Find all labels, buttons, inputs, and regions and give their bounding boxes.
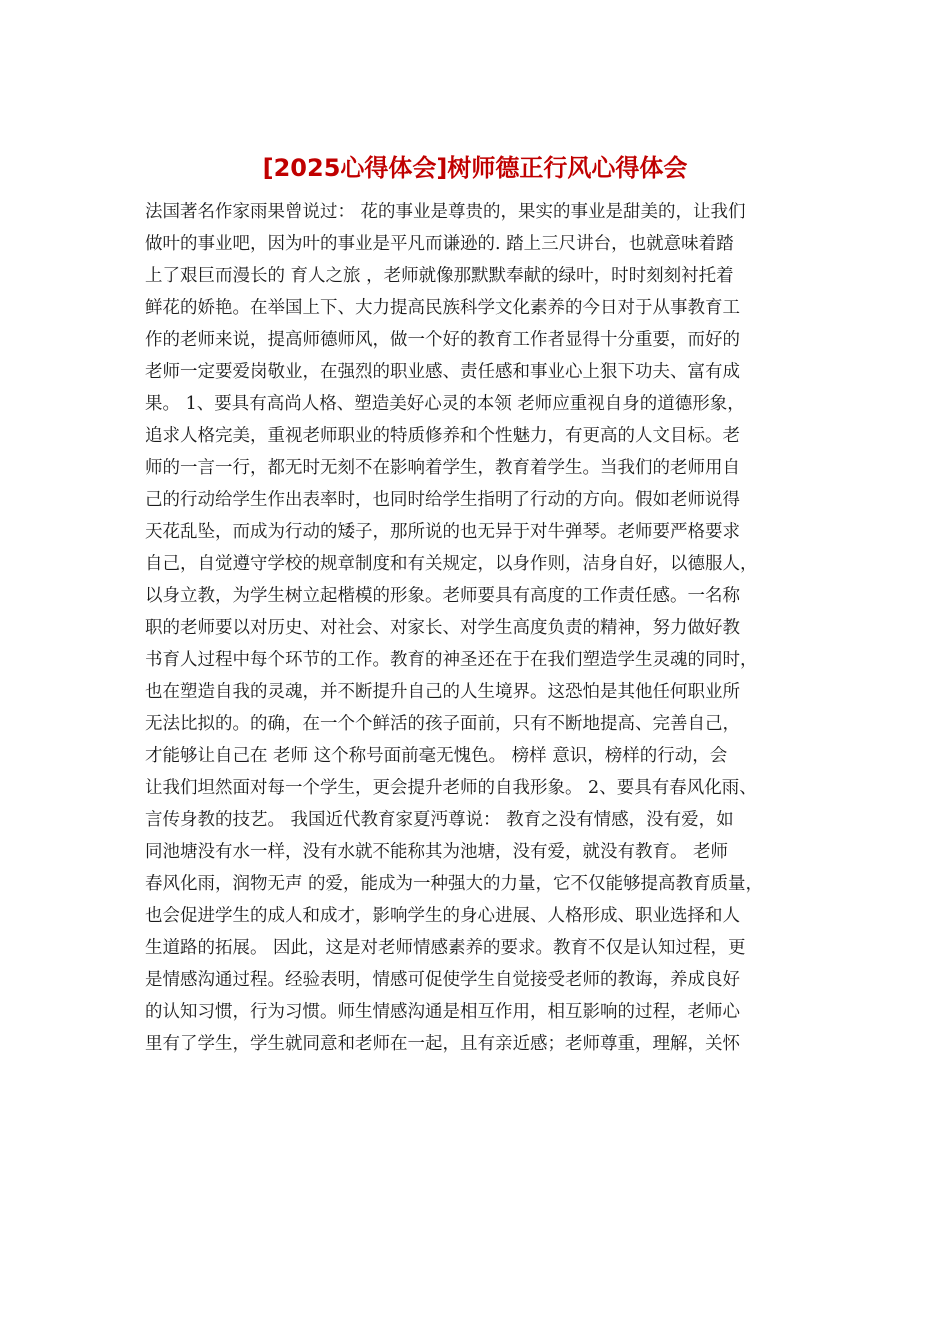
body-line: 让我们坦然面对每一个学生，更会提升老师的自我形象。 2、要具有春风化雨、: [145, 778, 757, 798]
body-line: 职的老师要以对历史、对社会、对家长、对学生高度负责的精神，努力做好教: [145, 618, 740, 638]
body-line: 才能够让自己在 老师 这个称号面前毫无愧色。 榜样 意识，榜样的行动，会: [145, 746, 728, 766]
body-line: 也会促进学生的成人和成才，影响学生的身心进展、人格形成、职业选择和人: [145, 906, 740, 926]
document-body: [145, 196, 825, 1060]
body-line: 生道路的拓展。 因此，这是对老师情感素养的要求。教育不仅是认知过程，更: [145, 938, 746, 958]
body-line: 是情感沟通过程。经验表明，情感可促使学生自觉接受老师的教诲，养成良好: [145, 970, 740, 990]
body-line: 鲜花的娇艳。在举国上下、大力提高民族科学文化素养的今日对于从事教育工: [145, 298, 740, 318]
body-line: 法国著名作家雨果曾说过： 花的事业是尊贵的，果实的事业是甜美的，让我们: [145, 202, 746, 222]
body-line: 天花乱坠，而成为行动的矮子，那所说的也无异于对牛弹琴。老师要严格要求: [145, 522, 740, 542]
body-line: 春风化雨，润物无声 的爱，能成为一种强大的力量，它不仅能够提高教育质量，: [145, 874, 764, 894]
body-line: 老师一定要爱岗敬业，在强烈的职业感、责任感和事业心上狠下功夫、富有成: [145, 362, 740, 382]
body-line: 以身立教，为学生树立起楷模的形象。老师要具有高度的工作责任感。一名称: [145, 586, 740, 606]
body-line: 也在塑造自我的灵魂，并不断提升自己的人生境界。这恐怕是其他任何职业所: [145, 682, 740, 702]
document-title: [2025心得体会]树师德正行风心得体会: [262, 154, 688, 182]
body-line: 上了艰巨而漫长的 育人之旅 ，老师就像那默默奉献的绿叶，时时刻刻衬托着: [145, 266, 734, 286]
body-line: 作的老师来说，提高师德师风，做一个好的教育工作者显得十分重要，而好的: [145, 330, 740, 350]
body-line: 的认知习惯，行为习惯。师生情感沟通是相互作用，相互影响的过程，老师心: [145, 1002, 740, 1022]
body-line: 追求人格完美，重视老师职业的特质修养和个性魅力，有更高的人文目标。老: [145, 426, 740, 446]
body-line: 同池塘没有水一样，没有水就不能称其为池塘，没有爱，就没有教育。 老师: [145, 842, 729, 862]
body-line: 己的行动给学生作出表率时，也同时给学生指明了行动的方向。假如老师说得: [145, 490, 740, 510]
body-line: 书育人过程中每个环节的工作。教育的神圣还在于在我们塑造学生灵魂的同时，: [145, 650, 758, 670]
body-line: 言传身教的技艺。 我国近代教育家夏沔尊说： 教育之没有情感，没有爱，如: [145, 810, 734, 830]
body-line: 果。 1、要具有高尚人格、塑造美好心灵的本领 老师应重视自身的道德形象，: [145, 394, 745, 414]
body-line: 做叶的事业吧，因为叶的事业是平凡而谦逊的. 踏上三尺讲台，也就意味着踏: [145, 234, 734, 254]
body-line: 师的一言一行，都无时无刻不在影响着学生，教育着学生。当我们的老师用自: [145, 458, 740, 478]
body-line: 无法比拟的。的确，在一个个鲜活的孩子面前，只有不断地提高、完善自己，: [145, 714, 740, 734]
body-line: 里有了学生，学生就同意和老师在一起，且有亲近感；老师尊重，理解，关怀: [145, 1034, 740, 1054]
body-line: 自己，自觉遵守学校的规章制度和有关规定，以身作则，洁身自好，以德服人，: [145, 554, 758, 574]
